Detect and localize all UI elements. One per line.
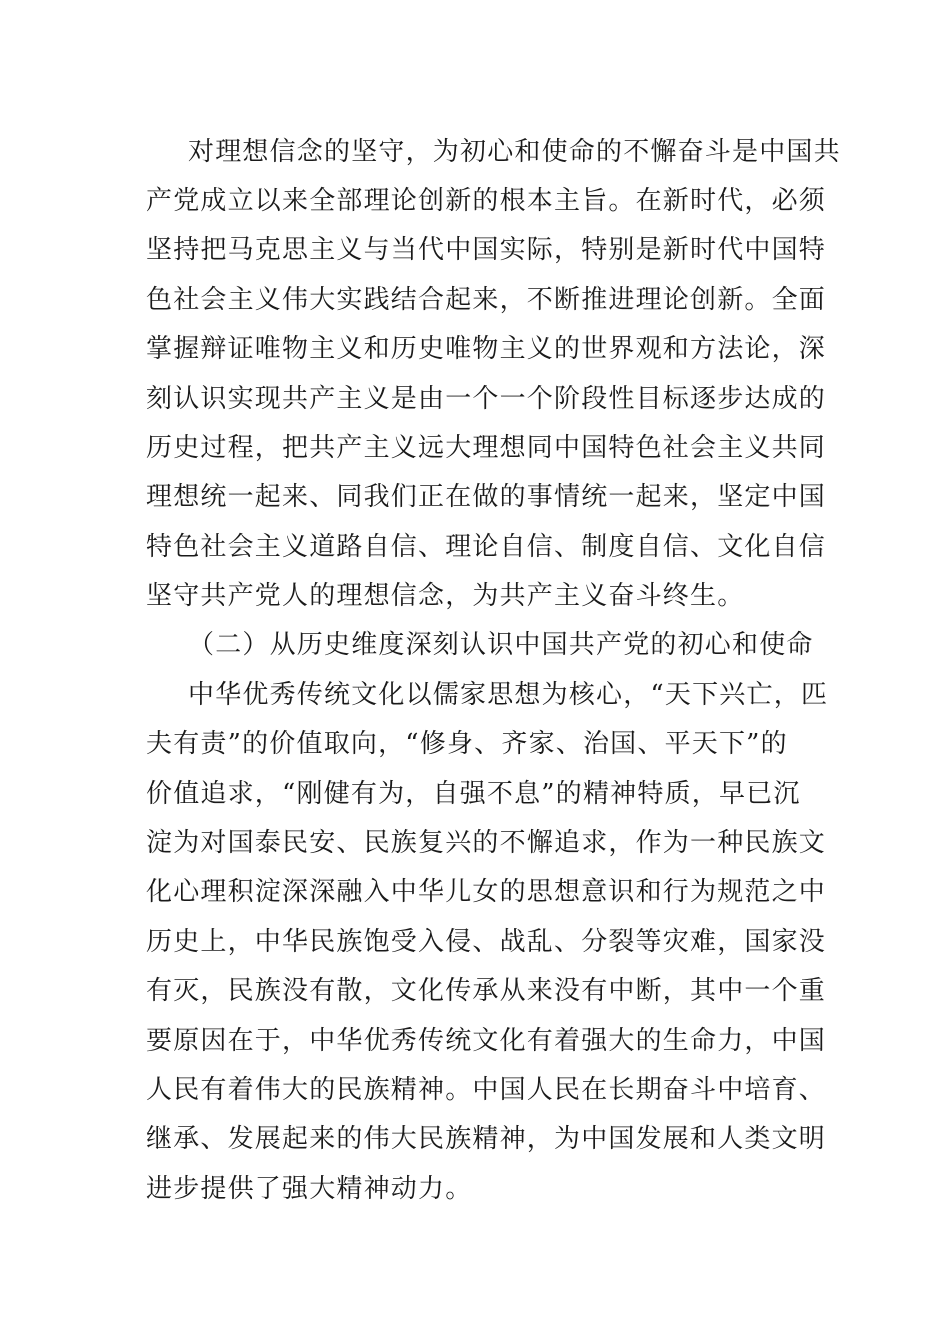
paragraph-2-line-9: 人民有着伟大的民族精神。中国人民在长期奋斗中培育、 bbox=[146, 1075, 827, 1105]
paragraph-2-line-1: 中华优秀传统文化以儒家思想为核心，“天下兴亡，匹 bbox=[188, 680, 829, 710]
paragraph-1-line-9: 特色社会主义道路自信、理论自信、制度自信、文化自信 bbox=[146, 532, 827, 562]
paragraph-2-line-3: 价值追求，“刚健有为，自强不息”的精神特质，早已沉 bbox=[146, 779, 801, 809]
paragraph-2-line-11: 进步提供了强大精神动力。 bbox=[146, 1174, 473, 1204]
paragraph-2-line-2: 夫有责”的价值取向，“修身、齐家、治国、平天下”的 bbox=[146, 729, 788, 759]
paragraph-1-line-2: 产党成立以来全部理论创新的根本主旨。在新时代，必须 bbox=[146, 186, 827, 216]
paragraph-2-line-10: 继承、发展起来的伟大民族精神，为中国发展和人类文明 bbox=[146, 1124, 827, 1154]
paragraph-2-line-7: 有灭，民族没有散，文化传承从来没有中断，其中一个重 bbox=[146, 976, 827, 1006]
paragraph-1-line-5: 掌握辩证唯物主义和历史唯物主义的世界观和方法论，深 bbox=[146, 334, 827, 364]
paragraph-1-line-6: 刻认识实现共产主义是由一个一个阶段性目标逐步达成的 bbox=[146, 384, 827, 414]
paragraph-2-line-6: 历史上，中华民族饱受入侵、战乱、分裂等灾难，国家没 bbox=[146, 927, 827, 957]
paragraph-1-line-1: 对理想信念的坚守，为初心和使命的不懈奋斗是中国共 bbox=[188, 137, 841, 167]
section-heading: （二）从历史维度深刻认识中国共产党的初心和使命 bbox=[188, 630, 814, 660]
paragraph-1-line-4: 色社会主义伟大实践结合起来，不断推进理论创新。全面 bbox=[146, 285, 827, 315]
paragraph-2-line-5: 化心理积淀深深融入中华儿女的思想意识和行为规范之中 bbox=[146, 877, 827, 907]
paragraph-1-line-7: 历史过程，把共产主义远大理想同中国特色社会主义共同 bbox=[146, 433, 827, 463]
paragraph-2-line-4: 淀为对国泰民安、民族复兴的不懈追求，作为一种民族文 bbox=[146, 828, 827, 858]
paragraph-1-line-8: 理想统一起来、同我们正在做的事情统一起来，坚定中国 bbox=[146, 482, 827, 512]
paragraph-1-line-3: 坚持把马克思主义与当代中国实际，特别是新时代中国特 bbox=[146, 235, 827, 265]
paragraph-2-line-8: 要原因在于，中华优秀传统文化有着强大的生命力，中国 bbox=[146, 1026, 827, 1056]
paragraph-1-line-10: 坚守共产党人的理想信念，为共产主义奋斗终生。 bbox=[146, 581, 745, 611]
